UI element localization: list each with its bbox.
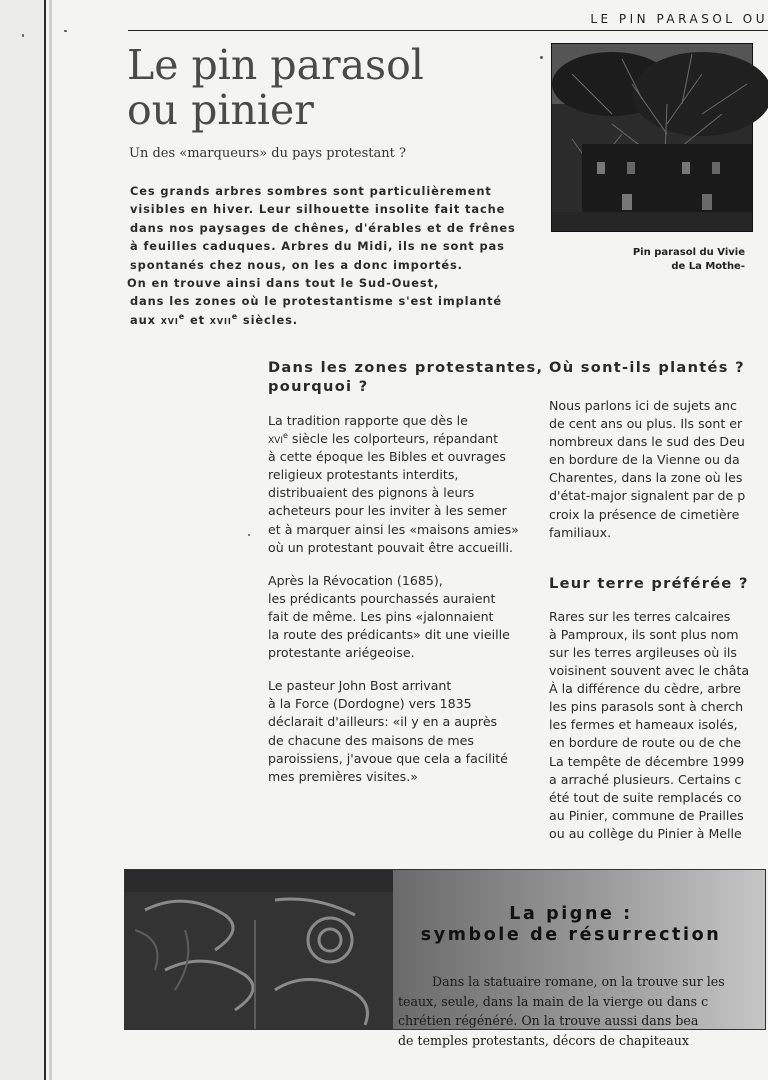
paragraph-line: où un protestant pouvait être accueilli. (268, 539, 514, 555)
paragraph-line: d'état-major signalent par de p (549, 488, 746, 504)
century-numeral: xvii (209, 312, 232, 327)
section-heading-line: Leur terre préférée ? (549, 574, 749, 592)
photo-pine-tree (551, 43, 753, 232)
paragraph-line: fait de même. Les pins «jalonnaient (268, 608, 494, 624)
paragraph-line: familiaux. (549, 524, 612, 540)
paragraph-line: mes premières visites.» (268, 768, 418, 784)
century-suffix: e (178, 312, 186, 322)
sidebar-box-body-line: de temples protestants, décors de chapiteaux (398, 1032, 689, 1048)
article-title-line: ou pinier (127, 86, 314, 134)
century-numeral: xvi (160, 312, 179, 327)
paragraph-line: en bordure de route ou de che (549, 735, 742, 751)
paragraph-line: à cette époque les Bibles et ouvrages (268, 449, 506, 465)
paragraph-where-planted (549, 397, 745, 542)
paragraph-line: à Pamproux, ils sont plus nom (549, 626, 739, 642)
paragraph-line: de chacune des maisons de mes (268, 732, 474, 748)
paragraph-line: religieux protestants interdits, (268, 467, 459, 483)
running-header (128, 12, 768, 31)
page-binding-edge (0, 0, 46, 1080)
scan-speck (22, 34, 24, 37)
scan-speck (248, 534, 250, 536)
paragraph-line: Le pasteur John Bost arrivant (268, 678, 452, 694)
paragraph-line: les prédicants pourchassés auraient (268, 590, 496, 606)
pine-tree-photo-icon (552, 44, 752, 231)
column-right (549, 358, 750, 843)
paragraph-line: et à marquer ainsi les «maisons amies» (268, 521, 519, 537)
paragraph-tradition (268, 412, 538, 557)
article-title (127, 43, 424, 133)
paragraph-john-bost (268, 677, 538, 786)
paragraph-preferred-soil (549, 608, 750, 843)
paragraph-line: voisinent souvent avec le châta (549, 663, 750, 679)
column-left (268, 358, 544, 786)
sidebar-box-pine-cone (124, 869, 766, 1048)
paragraph-line: de cent ans ou plus. Ils sont er (549, 416, 743, 432)
intro-paragraph (127, 182, 516, 329)
paragraph-line: été tout de suite remplacés co (549, 789, 742, 805)
paragraph-line: a arraché plusieurs. Certains c (549, 771, 742, 787)
intro-line: spontanés chez nous, on les a donc importés. (130, 257, 463, 272)
intro-text: siècles. (238, 312, 299, 327)
section-heading-line: Où sont-ils plantés ? (549, 359, 745, 376)
intro-line: visibles en hiver. Leur silhouette insolite fait tache (130, 202, 506, 217)
photo-caption (633, 246, 745, 274)
paragraph-line: protestante ariégeoise. (268, 645, 415, 661)
section-heading-where-planted (549, 358, 745, 377)
sidebar-box-body-line: teaux, seule, dans la main de la vierge ou dans c (398, 993, 709, 1009)
paragraph-line: au Pinier, commune de Prailles (549, 807, 744, 823)
intro-line: On en trouve ainsi dans tout le Sud-Ouest, (127, 276, 440, 291)
sidebar-box-body-line: Dans la statuaire romane, on la trouve sur les (432, 974, 725, 989)
intro-text: aux (130, 312, 161, 327)
paragraph-line: sur les terres argileuses où ils (549, 644, 737, 660)
paragraph-line: La tempête de décembre 1999 (549, 753, 745, 769)
paragraph-line: Nous parlons ici de sujets anc (549, 398, 737, 413)
intro-line (130, 311, 510, 329)
paragraph-line: à la Force (Dordogne) vers 1835 (268, 696, 472, 712)
century-suffix: e (282, 430, 288, 440)
paragraph-line (268, 430, 538, 448)
section-heading-protestant-zones (268, 358, 544, 396)
carved-capital-icon (125, 870, 393, 1029)
sidebar-box-body-line: chrétien régénéré. On la trouve aussi dans bea (398, 1013, 699, 1028)
scan-speck (540, 56, 543, 59)
section-heading-line: pourquoi ? (268, 378, 369, 395)
section-heading-preferred-soil (549, 574, 749, 593)
paragraph-line: en bordure de la Vienne ou da (549, 452, 740, 468)
paragraph-line: les pins parasols sont à cherch (549, 699, 744, 715)
paragraph-line: Après la Révocation (1685), (268, 572, 443, 588)
paragraph-line: ou au collège du Pinier à Melle (549, 825, 742, 841)
intro-line: à feuilles caduques. Arbres du Midi, ils ne sont pas (130, 239, 505, 254)
article-subtitle: Un des «marqueurs» du pays protestant ? (129, 146, 406, 161)
paragraph-line: acheteurs pour les inviter à les semer (268, 503, 507, 519)
paragraph-line: Rares sur les terres calcaires (549, 608, 731, 624)
scan-speck (64, 30, 67, 32)
century-suffix: e (231, 312, 239, 322)
paragraph-line: La tradition rapporte que dès le (268, 413, 468, 428)
paragraph-line: les fermes et hameaux isolés, (549, 717, 738, 733)
sidebar-box-title-line: La pigne : (509, 904, 633, 924)
article-title-line: Le pin parasol (127, 41, 424, 89)
intro-line: Ces grands arbres sombres sont particulièrement (130, 184, 492, 198)
paragraph-line: la route des prédicants» dit une vieille (268, 627, 510, 643)
intro-line: dans nos paysages de chênes, d'érables et de frênes (130, 220, 516, 235)
paragraph-line: À la différence du cèdre, arbre (549, 681, 741, 697)
capital-carving-photo (125, 870, 393, 1029)
paragraph-line: Charentes, dans la zone où les (549, 470, 743, 486)
paragraph-text: siècle les colporteurs, répandant (287, 431, 499, 447)
paragraph-line: croix la présence de cimetière (549, 506, 740, 522)
photo-caption-line: de La Mothe- (671, 261, 745, 272)
paragraph-line: nombreux dans le sud des Deu (549, 434, 745, 450)
intro-text: et (185, 312, 210, 327)
sidebar-box-text-panel (393, 870, 765, 1048)
paragraph-line: déclarait d'ailleurs: «il y en a auprès (268, 714, 498, 730)
sidebar-box-body (398, 972, 725, 1050)
sidebar-box-title-line: symbole de résurrection (420, 925, 722, 945)
photo-caption-line: Pin parasol du Vivie (632, 247, 745, 258)
section-heading-line: Dans les zones protestantes, (268, 359, 544, 376)
intro-line: dans les zones où le protestantisme s'est implanté (130, 294, 503, 309)
paragraph-revocation (268, 572, 538, 662)
paragraph-line: paroissiens, j'avoue que cela a facilité (268, 750, 508, 766)
running-header-title: LE PIN PARASOL OU (590, 12, 768, 26)
century-numeral: xvi (268, 431, 283, 447)
paragraph-line: distribuaient des pignons à leurs (268, 485, 475, 501)
sidebar-box-title (393, 904, 749, 946)
